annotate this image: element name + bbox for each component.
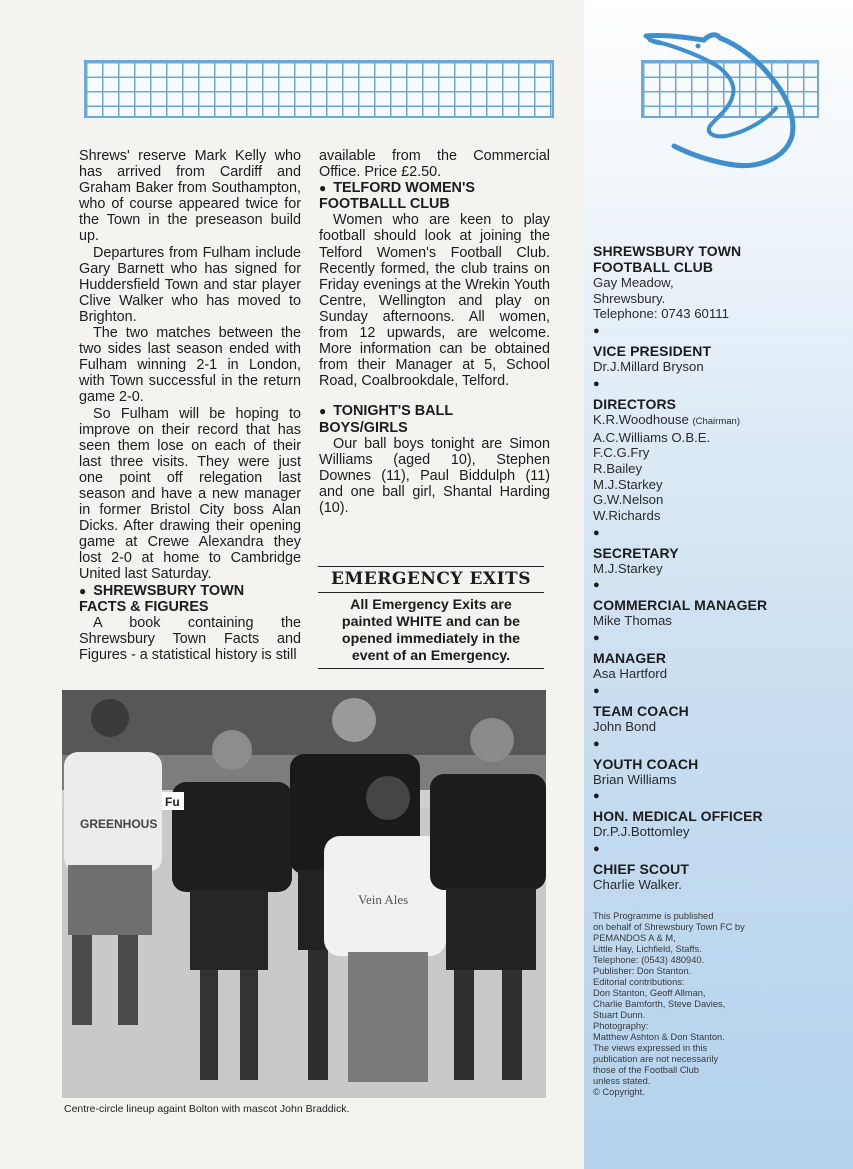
section-heading: ● TELFORD WOMEN'S [319, 180, 550, 196]
role-title: YOUTH COACH [593, 755, 699, 772]
bullet-icon: ● [593, 632, 600, 645]
credit-line: Little Hay, Lichfield, Staffs. [593, 944, 702, 954]
role-title: MANAGER [593, 650, 667, 667]
role-title: SECRETARY [593, 544, 679, 561]
credit-line: Telephone: (0543) 480940. [593, 955, 705, 965]
paragraph: Women who are keen to play football should look at joining the Telford Women's Football Club. Recently formed, the club trains on Friday evenings at the Wrekin Youth Centre, Wellington and play on Sunday afternoons. All women, from 12 upwards, are welcome. More information can be obtained from their Manager at 5, School Road, Coalbrookdale, Telford. [319, 212, 550, 390]
bullet-icon: ● [593, 325, 600, 338]
director-name: R.Bailey [593, 460, 643, 476]
section-heading: ● SHREWSBURY TOWN [79, 583, 301, 599]
article-column-right [319, 148, 550, 516]
header-grid-band [84, 60, 554, 118]
credit-line: © Copyright. [593, 1087, 645, 1097]
role-name: Brian Williams [593, 771, 677, 787]
credit-line: Matthew Ashton & Don Stanton. [593, 1032, 725, 1042]
role-name: Charlie Walker. [593, 876, 682, 892]
bullet-icon: ● [593, 842, 600, 855]
notice-line: opened immediately in the [341, 631, 521, 647]
emergency-exits-notice [318, 566, 544, 669]
section-heading-line2: FOOTBALLL CLUB [319, 196, 450, 213]
credit-line: Editorial contributions: [593, 977, 685, 987]
paragraph: Departures from Fulham include Gary Barnett who has signed for Huddersfield Town and star player Clive Walker who has moved to Brighton. [79, 244, 301, 325]
director-name: F.C.G.Fry [593, 445, 650, 461]
bullet-icon: ● [593, 790, 600, 803]
credit-line: Stuart Dunn. [593, 1010, 646, 1020]
club-phone: Telephone: 0743 60111 [593, 306, 729, 322]
bullet-icon: ● [593, 377, 600, 390]
paragraph: A book containing the Shrewsbury Town Facts and Figures - a statistical history is still [79, 614, 301, 663]
credit-line: those of the Football Club [593, 1065, 699, 1075]
credit-line: publication are not necessarily [593, 1054, 719, 1064]
role-name: John Bond [593, 718, 657, 734]
notice-line: All Emergency Exits are [350, 597, 512, 613]
club-staff-list [593, 243, 833, 893]
role-title: CHIEF SCOUT [593, 860, 689, 877]
paragraph: available from the Commercial Office. Price £2.50. [319, 148, 550, 181]
club-name: SHREWSBURY TOWN [593, 243, 742, 259]
credit-line: unless stated. [593, 1076, 651, 1086]
club-address: Gay Meadow, [593, 275, 674, 290]
role-title: COMMERCIAL MANAGER [593, 597, 768, 614]
role-name: Dr.P.J.Bottomley [593, 824, 690, 840]
director-name: A.C.Williams O.B.E. [593, 429, 711, 445]
club-name-line2: FOOTBALL CLUB [593, 259, 714, 275]
publisher-credits [593, 911, 793, 1098]
credit-line: The views expressed in this [593, 1043, 708, 1053]
notice-line: painted WHITE and can be [341, 614, 521, 630]
shirt-sponsor-text: GREENHOUS [80, 817, 158, 831]
credit-line: PEMANDOS A & M, [593, 933, 676, 943]
shrew-logo-icon [636, 28, 806, 173]
role-title: HON. MEDICAL OFFICER [593, 808, 763, 825]
section-heading-line2: BOYS/GIRLS [319, 419, 408, 436]
credit-line: Charlie Bamforth, Steve Davies, [593, 999, 726, 1009]
role-title: TEAM COACH [593, 702, 689, 719]
role-title: VICE PRESIDENT [593, 343, 712, 360]
role-name: M.J.Starkey [593, 560, 663, 576]
role-name: Mike Thomas [593, 613, 672, 629]
paragraph: So Fulham will be hoping to improve on their record that has seen them lose on each of their last three visits. They were just one point off relegation last season and have a new manager in former Bristol City boss Alan Dicks. After drawing their opening game at Crewe Alexandra they lost 2-0 at home to Cambridge United last Saturday. [79, 405, 301, 583]
director-name: K.R.Woodhouse (Chairman) [593, 411, 740, 427]
bullet-icon: ● [593, 526, 600, 539]
club-address: Shrewsbury. [593, 290, 666, 306]
bullet-icon: ● [593, 579, 600, 592]
bullet-icon: ● [593, 684, 600, 697]
paragraph: The two matches between the two sides last season ended with Fulham winning 2-1 in London, with Town successful in the return game 2-0. [79, 325, 301, 406]
credit-line: on behalf of Shrewsbury Town FC by [593, 922, 745, 932]
mascot-shirt-text: Vein Ales [358, 892, 409, 907]
credit-line: This Programme is published [593, 911, 714, 921]
article-column-left [79, 148, 301, 663]
credit-line: Publisher: Don Stanton. [593, 966, 692, 976]
role-title: DIRECTORS [593, 395, 677, 412]
chairman-note: (Chairman) [692, 415, 740, 427]
director-name: M.J.Starkey [593, 476, 663, 492]
director-name: G.W.Nelson [593, 492, 664, 508]
role-name: Asa Hartford [593, 666, 668, 682]
paragraph: Shrews' reserve Mark Kelly who has arrived from Cardiff and Graham Baker from Southampton, who of course appeared twice for the Town in the preseason build up. [79, 148, 301, 245]
bullet-icon: ● [593, 737, 600, 750]
role-name: Dr.J.Millard Bryson [593, 359, 704, 375]
photo-caption: Centre-circle lineup againt Bolton with mascot John Braddick. [64, 1103, 350, 1115]
ad-board-text: Fu [165, 795, 180, 809]
section-heading-line2: FACTS & FIGURES [79, 598, 209, 615]
notice-title: EMERGENCY EXITS [318, 569, 544, 593]
section-heading: ● TONIGHT'S BALL [319, 403, 550, 419]
notice-line: event of an Emergency. [351, 648, 511, 664]
team-lineup-photo [62, 690, 546, 1098]
credit-line: Don Stanton, Geoff Allman, [593, 988, 706, 998]
credit-line: Photography: [593, 1021, 649, 1031]
director-name: W.Richards [593, 508, 661, 524]
photo-illustration [62, 690, 546, 1098]
paragraph: Our ball boys tonight are Simon Williams (aged 10), Stephen Downes (11), Paul Biddulph (11) and one ball girl, Shantal Harding (10). [319, 435, 550, 516]
